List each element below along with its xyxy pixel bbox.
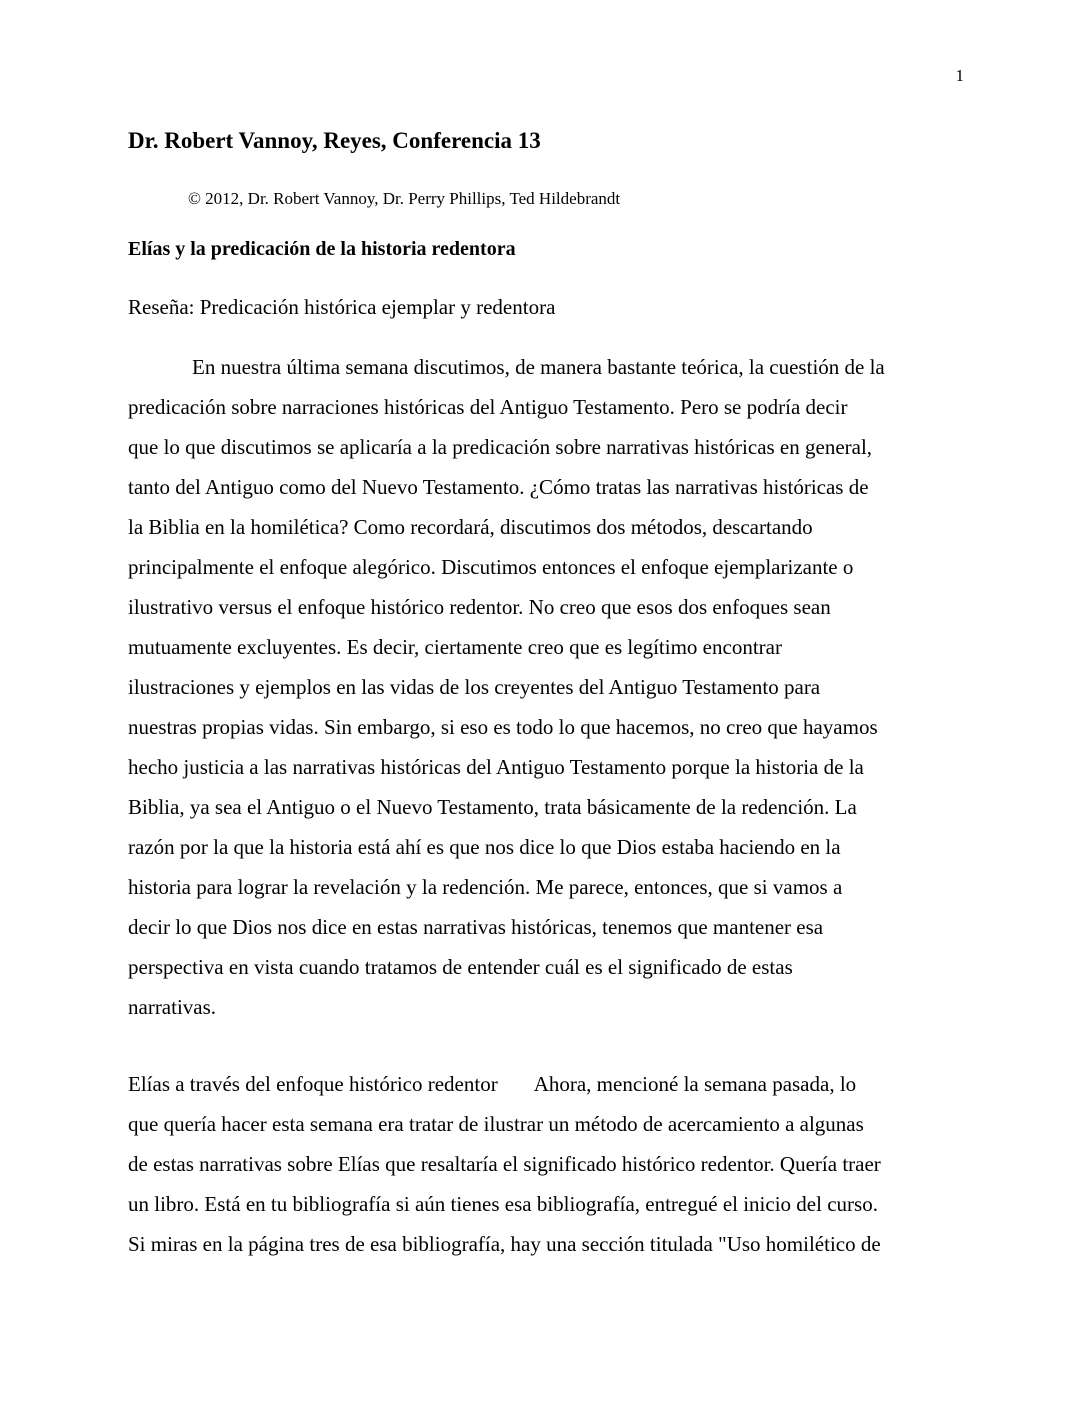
text-line: decir lo que Dios nos dice en estas narrativas históricas, tenemos que mantener esa: [128, 915, 824, 939]
text-line: Si miras en la página tres de esa bibliografía, hay una sección titulada "Uso homilético de: [128, 1232, 881, 1256]
text-line: que lo que discutimos se aplicaría a la predicación sobre narrativas históricas en general,: [128, 435, 873, 459]
lecture-title: Dr. Robert Vannoy, Reyes, Conferencia 13: [128, 128, 541, 153]
paragraph-2: [128, 1064, 962, 1264]
section-heading: Elías y la predicación de la historia redentora: [128, 238, 516, 260]
text-line: nuestras propias vidas. Sin embargo, si eso es todo lo que hacemos, no creo que hayamos: [128, 715, 878, 739]
text-line: que quería hacer esta semana era tratar de ilustrar un método de acercamiento a algunas: [128, 1112, 864, 1136]
paragraph-1: [128, 347, 962, 1027]
text-line: ilustrativo versus el enfoque histórico redentor. No creo que esos dos enfoques sean: [128, 595, 831, 619]
subtitle: Reseña: Predicación histórica ejemplar y redentora: [128, 295, 556, 319]
text-line: un libro. Está en tu bibliografía si aún tienes esa bibliografía, entregué el inicio del curso.: [128, 1192, 878, 1216]
text-line: hecho justicia a las narrativas históricas del Antiguo Testamento porque la historia de la: [128, 755, 864, 779]
text-line: [128, 1064, 962, 1104]
text-line-continuation: Ahora, mencioné la semana pasada, lo: [533, 1072, 857, 1096]
text-line: Biblia, ya sea el Antiguo o el Nuevo Testamento, trata básicamente de la redención. La: [128, 795, 857, 819]
inline-section-heading: Elías a través del enfoque histórico redentor: [128, 1072, 498, 1096]
copyright-line: © 2012, Dr. Robert Vannoy, Dr. Perry Phillips, Ted Hildebrandt: [188, 189, 621, 208]
text-line: tanto del Antiguo como del Nuevo Testamento. ¿Cómo tratas las narrativas históricas de: [128, 475, 869, 499]
text-line: perspectiva en vista cuando tratamos de entender cuál es el significado de estas: [128, 955, 793, 979]
text-line: ilustraciones y ejemplos en las vidas de los creyentes del Antiguo Testamento para: [128, 675, 821, 699]
text-line: principalmente el enfoque alegórico. Discutimos entonces el enfoque ejemplarizante o: [128, 555, 854, 579]
text-line: mutuamente excluyentes. Es decir, ciertamente creo que es legítimo encontrar: [128, 635, 782, 659]
page-number: 1: [955, 66, 964, 85]
text-line: predicación sobre narraciones históricas del Antiguo Testamento. Pero se podría decir: [128, 395, 848, 419]
text-line: narrativas.: [128, 995, 217, 1019]
text-line: de estas narrativas sobre Elías que resaltaría el significado histórico redentor. Quería traer: [128, 1152, 881, 1176]
text-line: la Biblia en la homilética? Como recordará, discutimos dos métodos, descartando: [128, 515, 813, 539]
text-line: razón por la que la historia está ahí es que nos dice lo que Dios estaba haciendo en la: [128, 835, 841, 859]
text-line: En nuestra última semana discutimos, de manera bastante teórica, la cuestión de la: [192, 355, 885, 379]
text-line: historia para lograr la revelación y la redención. Me parece, entonces, que si vamos a: [128, 875, 843, 899]
